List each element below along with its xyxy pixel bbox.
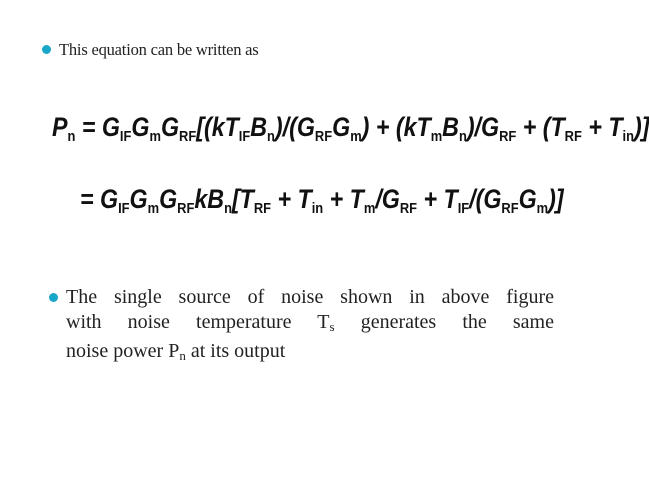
bullet-item-equation-intro bbox=[42, 40, 259, 60]
eq-subscript: RF bbox=[499, 128, 517, 145]
eq-run: )/(G bbox=[274, 112, 315, 142]
bullet-text bbox=[66, 285, 554, 368]
equation-line-1 bbox=[52, 112, 649, 145]
eq-run: B bbox=[442, 112, 459, 142]
eq-subscript: RF bbox=[177, 200, 195, 217]
eq-run: = G bbox=[80, 184, 119, 214]
bullet-item-noise-source bbox=[49, 285, 569, 368]
text-subscript: s bbox=[329, 319, 335, 334]
eq-subscript: in bbox=[622, 128, 634, 145]
eq-run: G bbox=[131, 112, 150, 142]
eq-run: G bbox=[332, 112, 351, 142]
text-run: generates the same bbox=[334, 311, 554, 333]
eq-subscript: RF bbox=[501, 200, 519, 217]
equation-rhs bbox=[80, 184, 564, 217]
text-subscript: n bbox=[179, 348, 186, 363]
eq-run: [(kT bbox=[196, 112, 239, 142]
bullet-text: This equation can be written as bbox=[59, 40, 259, 59]
eq-subscript: RF bbox=[564, 128, 582, 145]
text-run: at its output bbox=[185, 340, 286, 362]
eq-run: G bbox=[160, 112, 180, 142]
eq-subscript: IF bbox=[119, 128, 132, 145]
eq-subscript: m bbox=[430, 128, 443, 145]
eq-run: )/G bbox=[466, 112, 500, 142]
eq-subscript: IF bbox=[238, 128, 251, 145]
bullet-dot-icon bbox=[49, 293, 58, 302]
eq-run: B bbox=[250, 112, 268, 142]
eq-subscript: m bbox=[350, 128, 362, 145]
eq-subscript: RF bbox=[253, 200, 272, 217]
eq-run: G bbox=[159, 184, 178, 214]
eq-subscript: n bbox=[224, 200, 232, 217]
bullet-dot-icon bbox=[42, 45, 51, 54]
eq-symbol: P bbox=[52, 112, 68, 142]
bullet-line bbox=[66, 310, 554, 339]
eq-run: + T bbox=[323, 184, 364, 214]
eq-run: )] bbox=[633, 112, 649, 142]
eq-subscript: n bbox=[67, 128, 76, 145]
eq-subscript: IF bbox=[118, 200, 130, 217]
eq-run: [T bbox=[231, 184, 254, 214]
eq-subscript: RF bbox=[314, 128, 333, 145]
eq-run: kB bbox=[194, 184, 225, 214]
eq-subscript: RF bbox=[179, 128, 197, 145]
eq-run: + T bbox=[581, 112, 623, 142]
eq-subscript: m bbox=[536, 200, 549, 217]
eq-run: = G bbox=[81, 112, 120, 142]
text-run: noise power P bbox=[66, 340, 180, 362]
eq-run: G bbox=[518, 184, 537, 214]
eq-subscript: RF bbox=[399, 200, 418, 217]
eq-subscript: IF bbox=[457, 200, 470, 217]
eq-subscript: n bbox=[458, 128, 467, 145]
eq-run: ) + (kT bbox=[361, 112, 431, 142]
eq-run: G bbox=[129, 184, 148, 214]
eq-run: )] bbox=[548, 184, 564, 214]
eq-subscript: n bbox=[267, 128, 275, 145]
eq-subscript: in bbox=[311, 200, 324, 217]
bullet-line bbox=[66, 339, 554, 368]
eq-subscript: m bbox=[149, 128, 161, 145]
eq-run: + T bbox=[271, 184, 312, 214]
eq-run: /G bbox=[375, 184, 400, 214]
eq-run: /(G bbox=[469, 184, 502, 214]
equation-rhs bbox=[81, 112, 649, 145]
eq-subscript: m bbox=[363, 200, 376, 217]
equation-line-2 bbox=[80, 184, 564, 217]
eq-run: + T bbox=[417, 184, 458, 214]
eq-run: + (T bbox=[516, 112, 565, 142]
bullet-line: The single source of noise shown in above figure bbox=[66, 286, 554, 308]
eq-subscript: m bbox=[147, 200, 160, 217]
text-run: with noise temperature T bbox=[66, 311, 330, 333]
